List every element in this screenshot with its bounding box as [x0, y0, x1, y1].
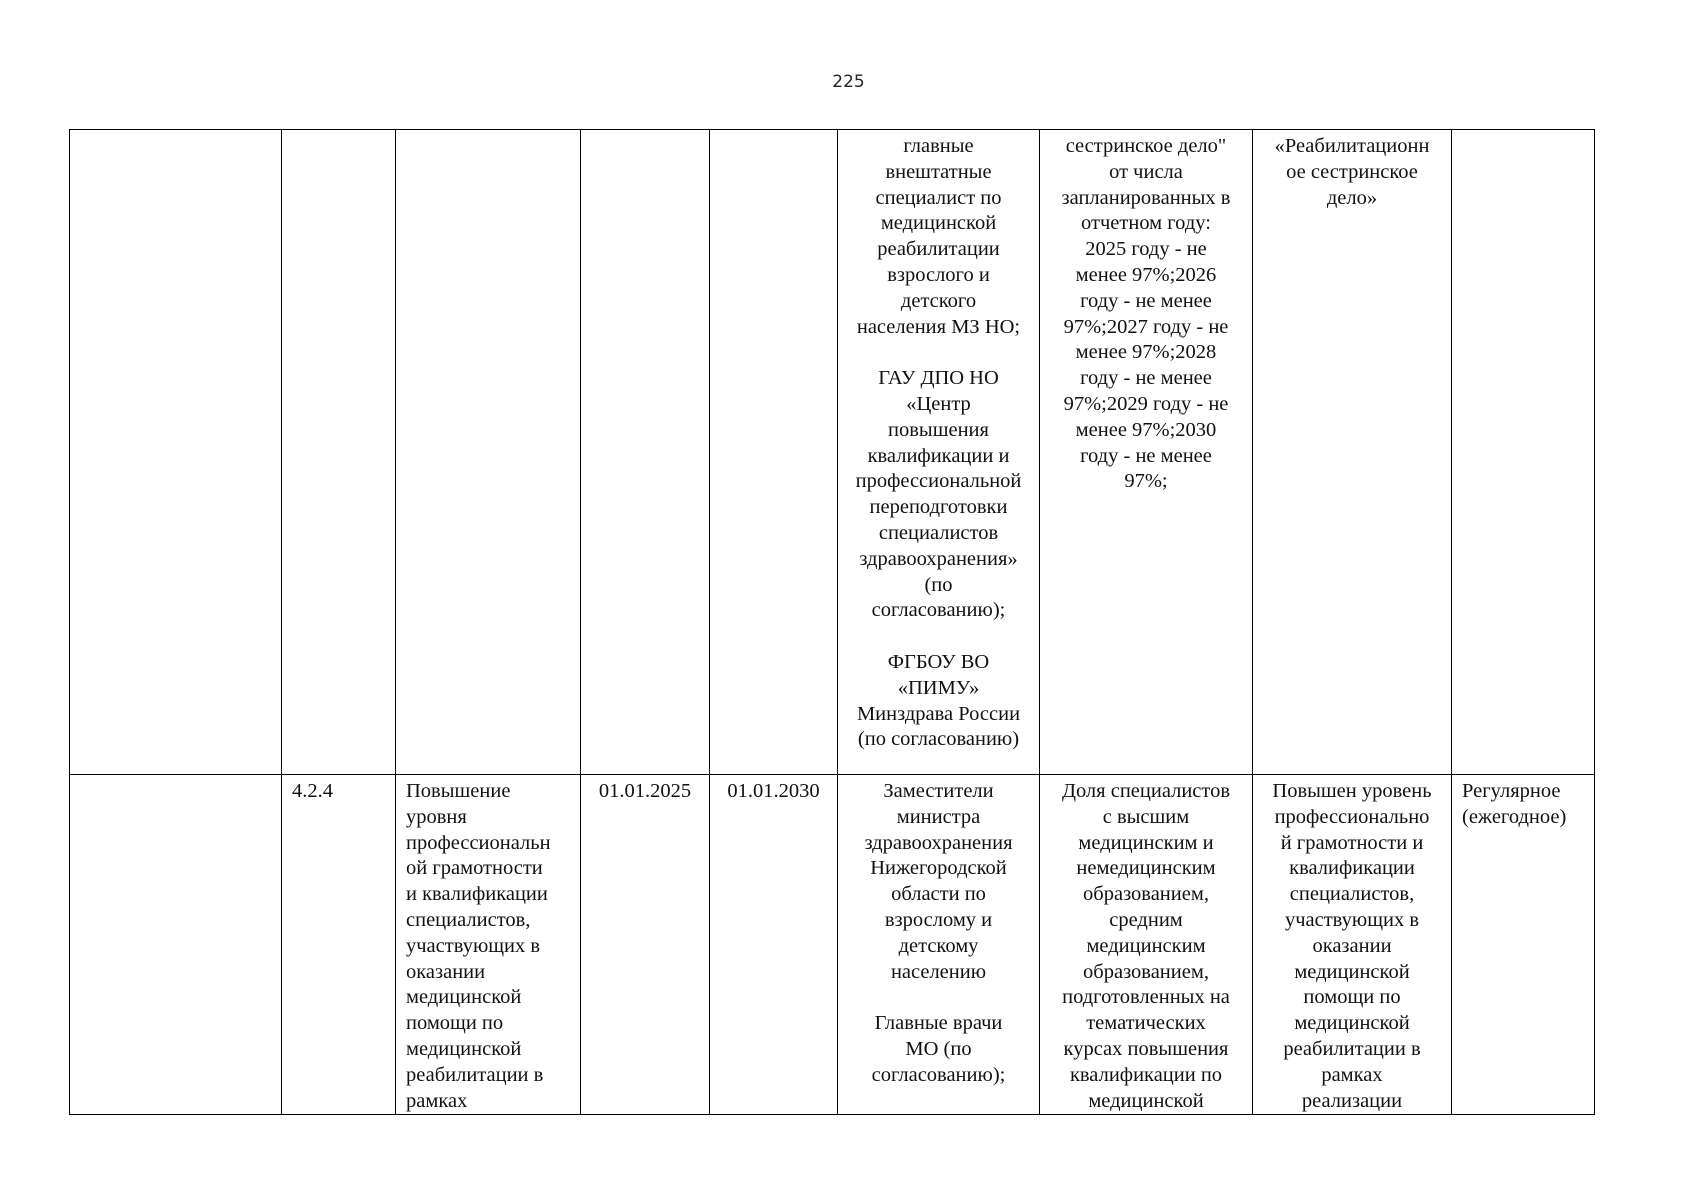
- page-number: 225: [832, 72, 865, 92]
- cell-num: [70, 775, 282, 1115]
- cell-start-date: [581, 130, 710, 775]
- cell-responsible: главные внештатные специалист по медицинской реабилитации взрослого и детского населения МЗ НО; ГАУ ДПО НО «Центр повышения квалификации и профессиональной переподготовки специалистов здравоохранения» (по согласованию); ФГБОУ ВО «ПИМУ» Минздрава России (по согласованию): [838, 130, 1040, 775]
- cell-end-date: [710, 130, 838, 775]
- cell-end-date: 01.01.2030: [710, 775, 838, 1115]
- cell-measure: [396, 130, 581, 775]
- table-row: [70, 130, 1595, 775]
- cell-indicator: сестринское дело" от числа запланированных в отчетном году: 2025 году - не менее 97%;2026 году - не менее 97%;2027 году - не менее 97%;2028 году - не менее 97%;2029 году - не менее 97%;2030 году - не менее 97%;: [1040, 130, 1253, 775]
- cell-code: 4.2.4: [282, 775, 396, 1115]
- cell-responsible: Заместители министра здравоохранения Нижегородской области по взрослому и детскому населению Главные врачи МО (по согласованию);: [838, 775, 1040, 1115]
- cell-result: «Реабилитационн ое сестринское дело»: [1253, 130, 1452, 775]
- table-row: [70, 775, 1595, 1115]
- cell-code: [282, 130, 396, 775]
- cell-type: Регулярное (ежегодное): [1452, 775, 1595, 1115]
- cell-indicator: Доля специалистов с высшим медицинским и немедицинским образованием, средним медицинским образованием, подготовленных на тематических курсах повышения квалификации по медицинской: [1040, 775, 1253, 1115]
- cell-measure: Повышение уровня профессиональн ой грамотности и квалификации специалистов, участвующих в оказании медицинской помощи по медицинской реабилитации в рамках: [396, 775, 581, 1115]
- cell-num: [70, 130, 282, 775]
- activities-table: [69, 129, 1595, 1115]
- cell-result: Повышен уровень профессионально й грамотности и квалификации специалистов, участвующих в оказании медицинской помощи по медицинской реабилитации в рамках реализации: [1253, 775, 1452, 1115]
- cell-type: [1452, 130, 1595, 775]
- cell-start-date: 01.01.2025: [581, 775, 710, 1115]
